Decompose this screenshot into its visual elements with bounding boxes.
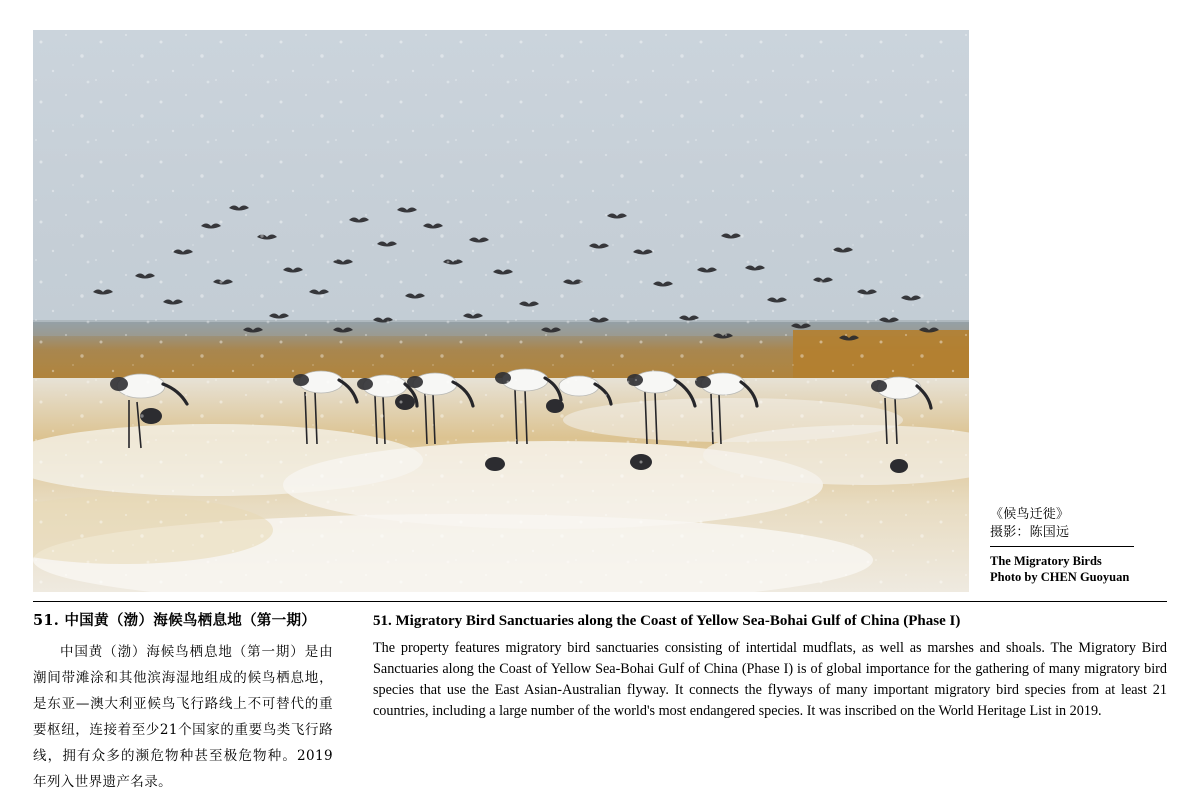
- caption-cn-title: 《候鸟迁徙》: [990, 506, 1070, 521]
- chinese-column: [33, 611, 333, 795]
- english-column: [373, 611, 1167, 722]
- caption-en-title: The Migratory Birds: [990, 554, 1102, 568]
- chinese-body: 中国黄（渤）海候鸟栖息地（第一期）是由潮间带滩涂和其他滨海湿地组成的候鸟栖息地，是东亚—澳大利亚候鸟飞行路线上不可替代的重要枢纽，连接着至少21个国家的重要鸟类飞行路线，拥有众多的濒危物种甚至极危物种。2019年列入世界遗产名录。: [33, 644, 333, 790]
- migratory-birds-photo: [33, 30, 969, 592]
- english-heading: 51. Migratory Bird Sanctuaries along the Coast of Yellow Sea-Bohai Gulf of China (Phase I): [373, 613, 961, 629]
- caption-cn-credit: 摄影：陈国远: [990, 524, 1070, 539]
- page-divider: [33, 601, 1167, 602]
- caption-divider: [990, 546, 1134, 547]
- english-body: The property features migratory bird sanctuaries consisting of intertidal mudflats, as well as marshes and shoals. The Migratory Bird Sanctuaries along the Coast of Yellow Sea-Bohai Gulf of China (Phase I) is of global importance for the gathering of many migratory bird species that use the East Asian-Australian flyway. It connects the flyways of many important migratory bird species from at least 21 countries, including a large number of the world's most endangered species. It was inscribed on the World Heritage List in 2019.: [373, 640, 1167, 719]
- photo-illustration: [33, 30, 969, 592]
- entry-text-area: [33, 611, 1167, 790]
- photo-caption: [990, 505, 1170, 585]
- chinese-heading: 51. 中国黄（渤）海候鸟栖息地（第一期）: [33, 612, 317, 629]
- caption-en-credit: Photo by CHEN Guoyuan: [990, 570, 1130, 584]
